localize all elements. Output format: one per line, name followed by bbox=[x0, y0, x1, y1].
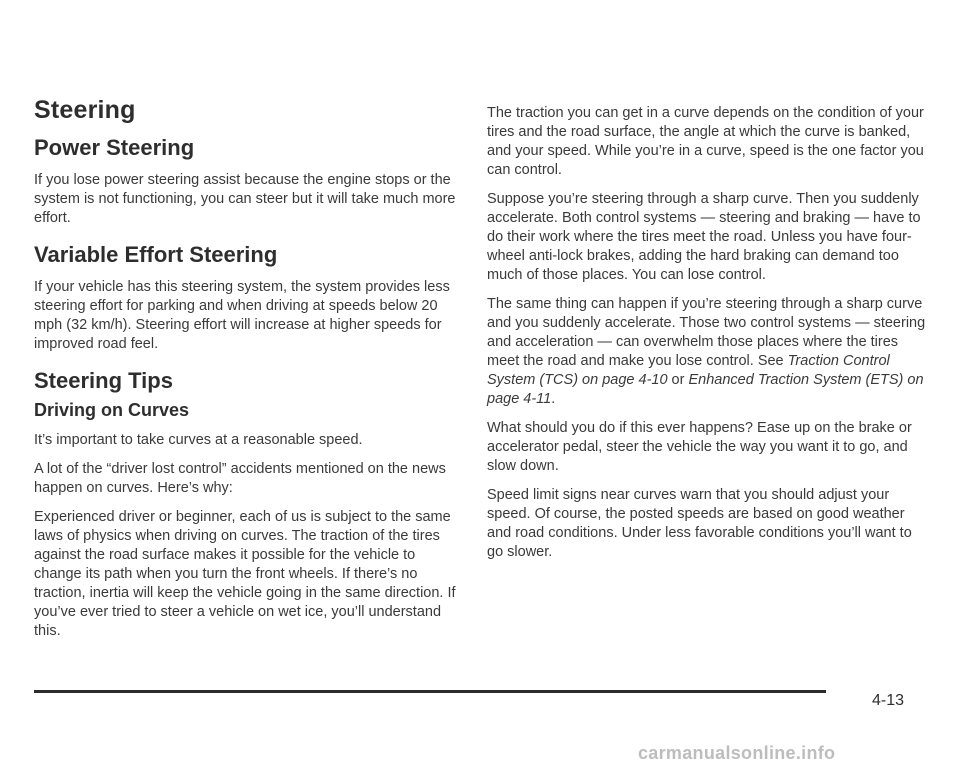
watermark: carmanualsonline.info bbox=[638, 743, 836, 763]
heading-power-steering: Power Steering bbox=[34, 135, 195, 160]
heading-variable-effort-steering: Variable Effort Steering bbox=[34, 242, 278, 267]
paragraph-traction: The traction you can get in a curve depends on the condition of your tires and the road surface, the angle at which the curve is banked, and your speed. While you’re in a curve, speed is the one factor you can control. bbox=[487, 105, 924, 178]
paragraph-what-to-do: What should you do if this ever happens? Ease up on the brake or accelerator pedal, steer the vehicle the way you want it to go, and slow down. bbox=[487, 420, 912, 474]
footer-rule bbox=[34, 690, 826, 693]
heading-steering: Steering bbox=[34, 96, 136, 124]
paragraph-curves-1: It’s important to take curves at a reasonable speed. bbox=[34, 432, 363, 448]
paragraph-sharp-curve-acceleration bbox=[487, 295, 927, 409]
paragraph-curves-3: Experienced driver or beginner, each of us is subject to the same laws of physics when driving on curves. The traction of the tires against the road surface makes it possible for the vehicle to change its path when you turn the front wheels. If there’s no traction, inertia will keep the vehicle going in the same direction. If you’ve ever tried to steer a vehicle on wet ice, you’ll understand this. bbox=[34, 509, 456, 639]
paragraph-variable-effort: If your vehicle has this steering system, the system provides less steering effort for parking and when driving at speeds below 20 mph (32 km/h). Steering effort will increase at higher speeds for improved road feel. bbox=[34, 279, 450, 352]
paragraph-end: . bbox=[551, 391, 556, 407]
heading-driving-on-curves: Driving on Curves bbox=[34, 400, 190, 420]
paragraph-text: The same thing can happen if you’re steering through a sharp curve and you suddenly accelerate. Those two control systems — steering and acceleration — can overwhelm those places where the tires meet the road and make you lose control. See bbox=[487, 296, 926, 369]
heading-steering-tips: Steering Tips bbox=[34, 368, 173, 393]
paragraph-or: or bbox=[667, 372, 689, 388]
paragraph-speed-limit-signs: Speed limit signs near curves warn that you should adjust your speed. Of course, the posted speeds are based on good weather and road conditions. Under less favorable conditions you’ll want to go slower. bbox=[487, 487, 912, 560]
left-column bbox=[34, 96, 466, 651]
paragraph-curves-2: A lot of the “driver lost control” accidents mentioned on the news happen on curves. Here’s why: bbox=[34, 461, 446, 496]
paragraph-sharp-curve-braking: Suppose you’re steering through a sharp curve. Then you suddenly accelerate. Both control systems — steering and braking — have to do their work where the tires meet the road. Unless you have four-wheel anti-lock brakes, adding the hard braking can demand too much of those places. You can lose control. bbox=[487, 191, 921, 283]
paragraph-power-steering: If you lose power steering assist because the engine stops or the system is not functioning, you can steer but it will take much more effort. bbox=[34, 172, 456, 226]
page-number: 4-13 bbox=[872, 692, 905, 709]
reference-tcs: Traction Control System (TCS) on page 4-10 bbox=[487, 353, 890, 388]
reference-ets: Enhanced Traction System (ETS) on page 4-11 bbox=[487, 372, 924, 407]
right-column bbox=[487, 104, 927, 572]
